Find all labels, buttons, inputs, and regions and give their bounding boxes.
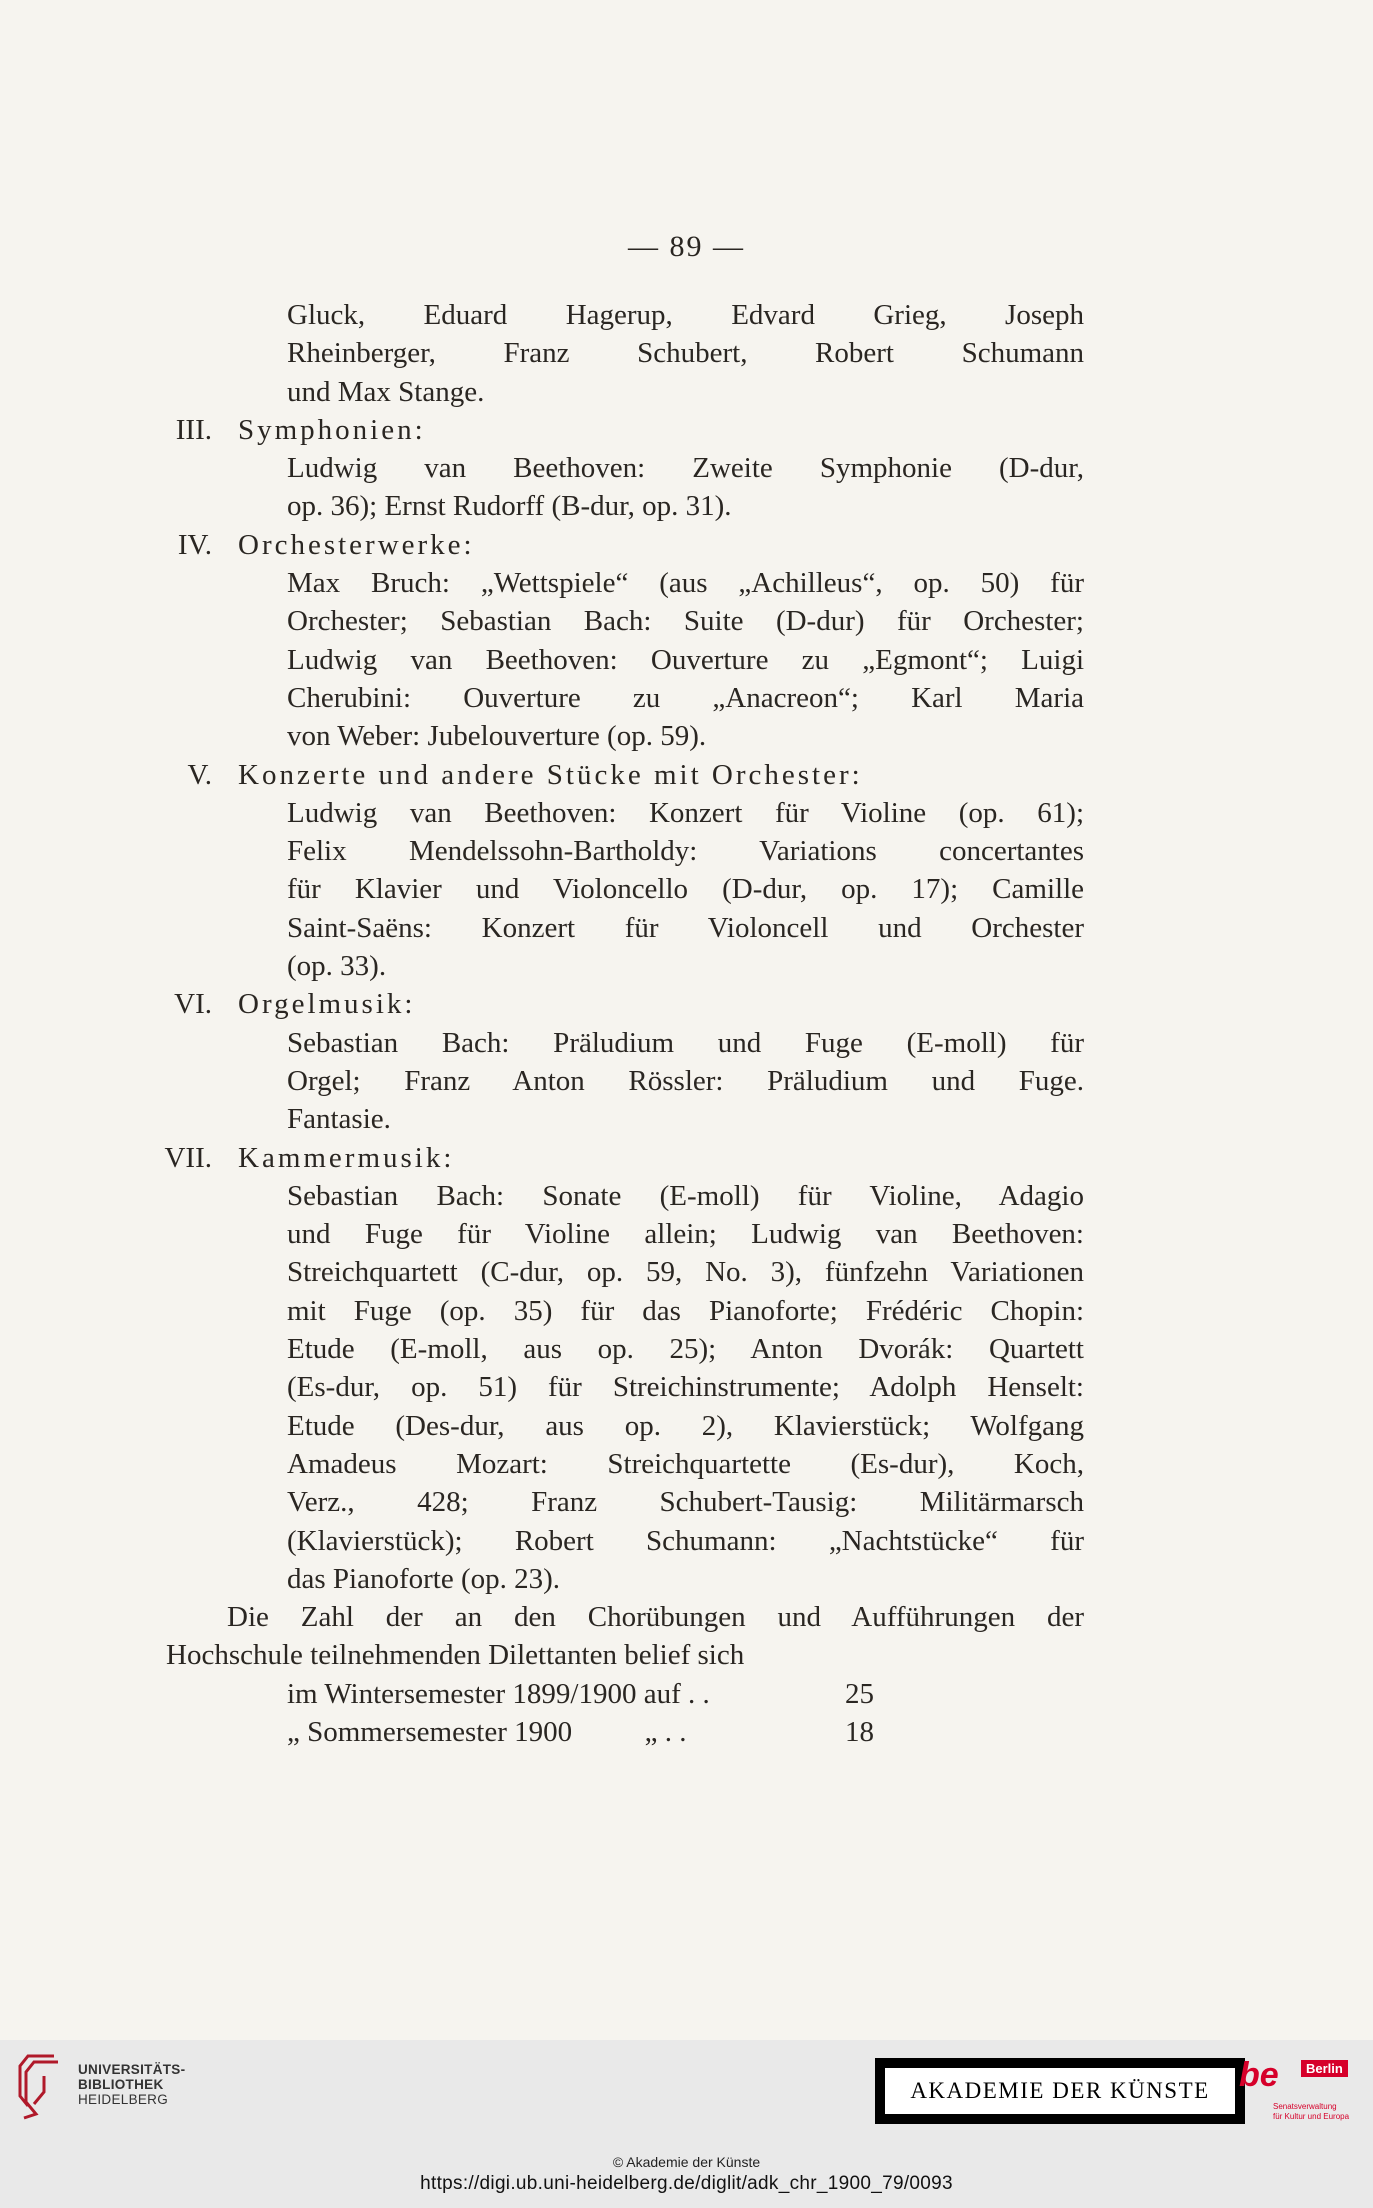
berlin-subtitle: Senatsverwaltung (1273, 2102, 1337, 2111)
section-line: Amadeus Mozart: Streichquartette (Es-dur), Koch, (287, 1447, 1084, 1480)
section-line: Sebastian Bach: Präludium und Fuge (E-moll) für (287, 1026, 1084, 1059)
stat-row (0, 1713, 1373, 1751)
section-title: Orgelmusik: (238, 988, 416, 1021)
berlin-badge: Berlin (1301, 2060, 1348, 2077)
section-line: Orgel; Franz Anton Rössler: Präludium und Fuge. (287, 1064, 1084, 1097)
page-body (0, 296, 1373, 1751)
section-line: Max Bruch: „Wettspiele“ (aus „Achilleus“, op. 50) für (287, 567, 1084, 600)
section-line: Ludwig van Beethoven: Konzert für Violine (op. 61); (287, 796, 1084, 829)
university-library-logo-icon[interactable] (14, 2052, 64, 2122)
section-line: mit Fuge (op. 35) für das Pianoforte; Frédéric Chopin: (287, 1294, 1084, 1327)
library-line: HEIDELBERG (78, 2092, 169, 2107)
library-line: BIBLIOTHEK (78, 2077, 164, 2092)
stat-label: „ Sommersemester 1900 „ . . (287, 1715, 687, 1748)
section-line: und Fuge für Violine allein; Ludwig van Beethoven: (287, 1218, 1084, 1251)
section-line: Streichquartett (C-dur, op. 59, No. 3), fünfzehn Variationen (287, 1256, 1084, 1289)
section-line: das Pianoforte (op. 23). (287, 1562, 561, 1595)
university-library-name (78, 2062, 185, 2107)
section-line: (op. 33). (287, 950, 387, 983)
closing-line: Hochschule teilnehmenden Dilettanten belief sich (166, 1639, 745, 1672)
section-heading (0, 1139, 1373, 1177)
berlin-subtitle: für Kultur und Europa (1273, 2112, 1350, 2121)
intro-line: und Max Stange. (287, 375, 485, 408)
section-numeral: VII. (164, 1141, 212, 1174)
section-line: Ludwig van Beethoven: Ouverture zu „Egmont“; Luigi (287, 643, 1084, 676)
intro-line: Gluck, Eduard Hagerup, Edvard Grieg, Joseph (287, 299, 1084, 331)
section-line: (Klavierstück); Robert Schumann: „Nachtstücke“ für (287, 1524, 1084, 1557)
section-line: für Klavier und Violoncello (D-dur, op. 17); Camille (287, 873, 1084, 906)
stat-label: im Wintersemester 1899/1900 auf . . (287, 1677, 710, 1710)
section-numeral: IV. (177, 528, 212, 561)
section-title: Symphonien: (238, 413, 426, 446)
section-title: Orchesterwerke: (238, 528, 475, 561)
section-heading (0, 411, 1373, 449)
copyright-notice: © Akademie der Künste (612, 2154, 761, 2170)
page-number: — 89 — (628, 230, 745, 263)
section-numeral: III. (175, 413, 212, 446)
section-line: von Weber: Jubelouverture (op. 59). (287, 720, 707, 753)
section-heading (0, 985, 1373, 1023)
section-line: Orchester; Sebastian Bach: Suite (D-dur) für Orchester; (287, 605, 1084, 638)
section-line: Fantasie. (287, 1103, 391, 1136)
closing-line: Die Zahl der an den Chorübungen und Aufführungen der (227, 1601, 1084, 1634)
section-line: Cherubini: Ouverture zu „Anacreon“; Karl Maria (287, 681, 1084, 714)
section-line: Ludwig van Beethoven: Zweite Symphonie (D-dur, (287, 452, 1084, 485)
stat-value: 18 (845, 1715, 874, 1748)
section-line: Felix Mendelssohn-Bartholdy: Variations concertantes (287, 835, 1084, 868)
section-line: (Es-dur, op. 51) für Streichinstrumente; Adolph Henselt: (287, 1371, 1084, 1404)
berlin-senate-logo[interactable] (1235, 2054, 1353, 2134)
stat-value: 25 (845, 1677, 874, 1710)
section-heading (0, 756, 1373, 794)
section-line: Etude (E-moll, aus op. 25); Anton Dvorák: Quartett (287, 1333, 1084, 1366)
berlin-be-mark: be (1239, 2056, 1279, 2094)
section-line: Saint-Saëns: Konzert für Violoncell und Orchester (287, 911, 1084, 944)
permalink-url[interactable]: https://digi.ub.uni-heidelberg.de/diglit/adk_chr_1900_79/0093 (420, 2173, 953, 2194)
stat-row (0, 1675, 1373, 1713)
intro-line: Rheinberger, Franz Schubert, Robert Schumann (287, 337, 1084, 370)
section-numeral: V. (187, 758, 212, 791)
section-line: Sebastian Bach: Sonate (E-moll) für Violine, Adagio (287, 1179, 1084, 1212)
adk-logo-label: AKADEMIE DER KÜNSTE (885, 2068, 1235, 2114)
section-line: Etude (Des-dur, aus op. 2), Klavierstück; Wolfgang (287, 1409, 1084, 1442)
section-line: op. 36); Ernst Rudorff (B-dur, op. 31). (287, 490, 732, 523)
section-title: Kammermusik: (238, 1141, 455, 1174)
section-line: Verz., 428; Franz Schubert-Tausig: Militärmarsch (287, 1486, 1084, 1519)
section-heading (0, 526, 1373, 564)
adk-logo[interactable] (875, 2058, 1245, 2124)
section-numeral: VI. (174, 988, 212, 1021)
library-line: UNIVERSITÄTS- (78, 2062, 186, 2077)
section-title: Konzerte und andere Stücke mit Orchester: (238, 758, 863, 791)
